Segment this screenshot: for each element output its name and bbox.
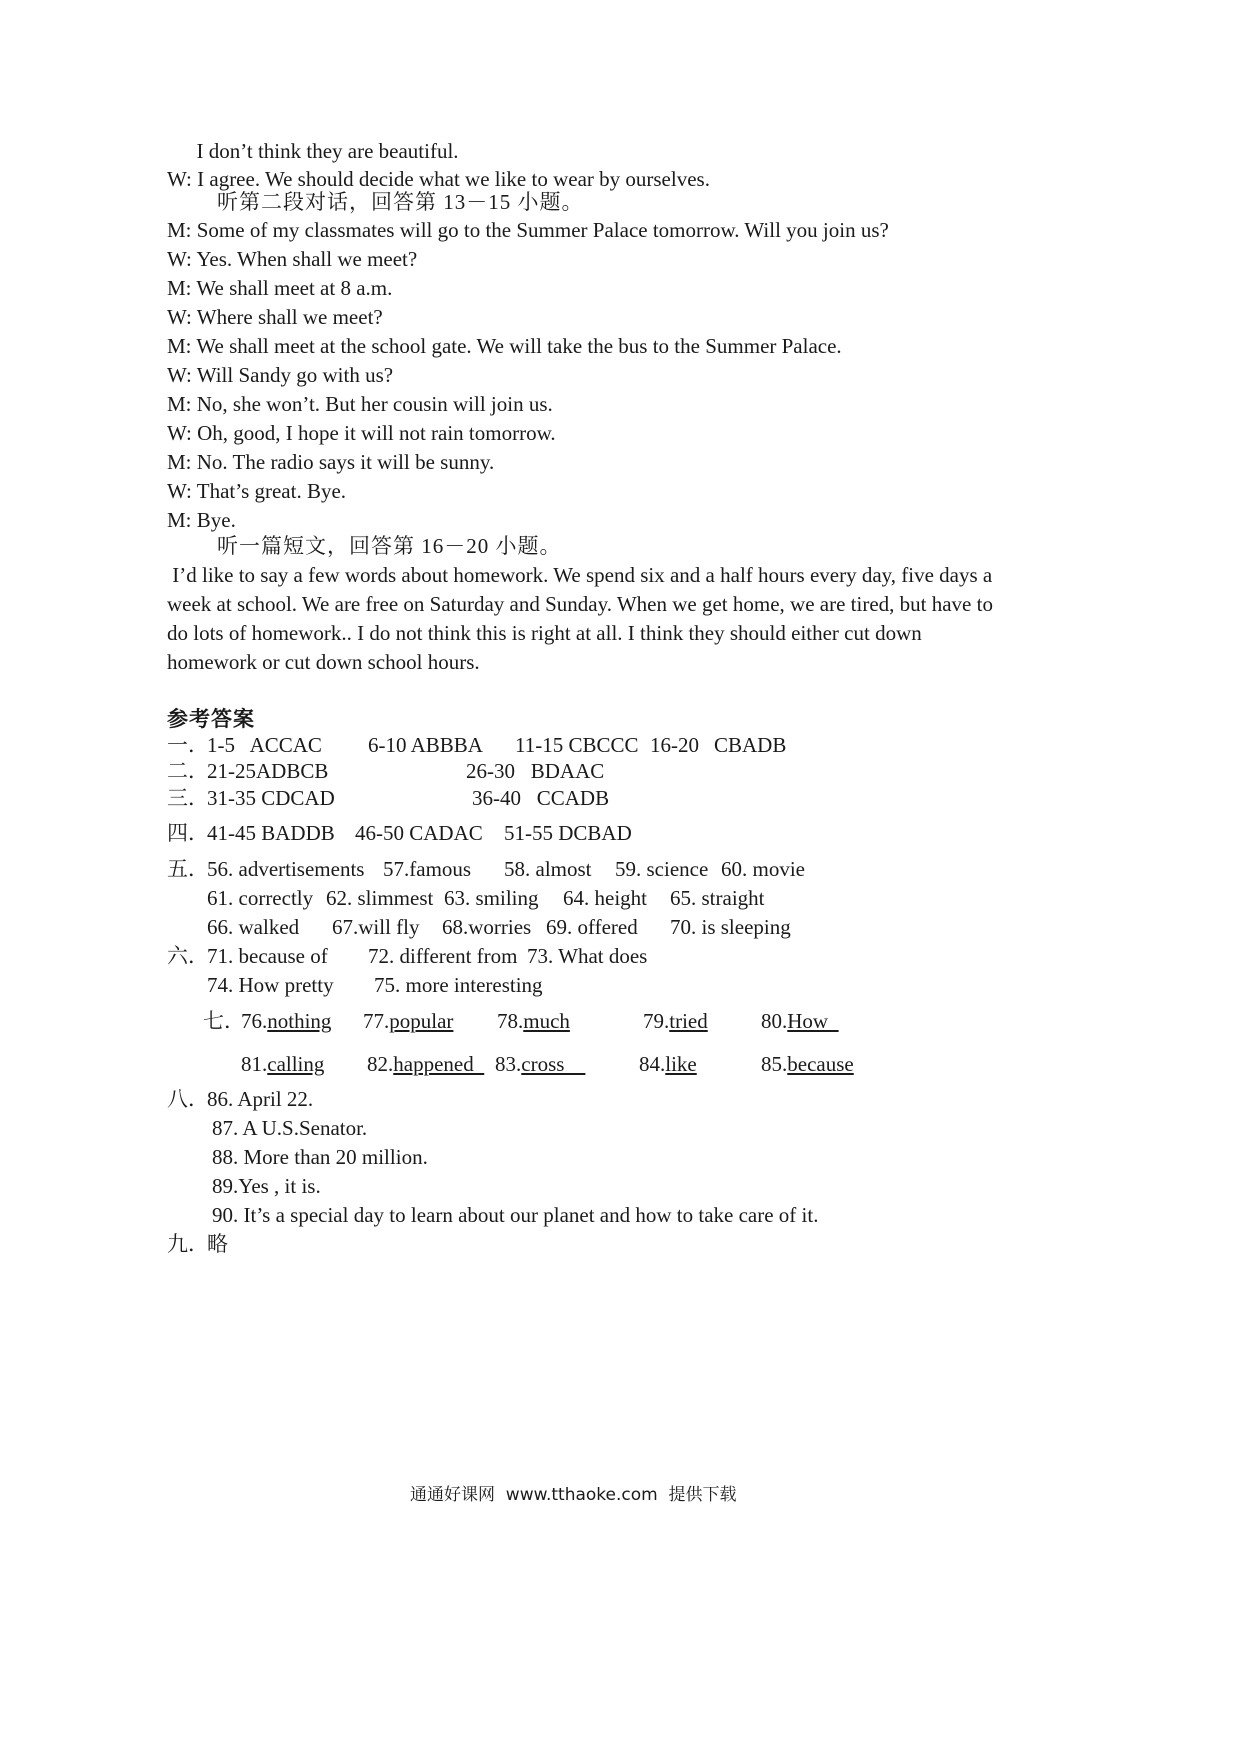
cloze-answer: 78.much <box>497 1009 570 1033</box>
answer-item: 60. movie <box>721 857 805 881</box>
answer-item: 89.Yes , it is. <box>212 1174 321 1198</box>
answer-item: 86. April 22. <box>207 1087 314 1111</box>
section-label: 八． <box>167 1087 209 1111</box>
answer-item: 21-25ADBCB <box>207 759 329 783</box>
answer-item: 74. How pretty <box>207 973 334 997</box>
section-label: 九． <box>167 1232 209 1256</box>
transcript-line: W: Yes. When shall we meet? <box>167 247 418 271</box>
cloze-answer: 81.calling <box>241 1052 325 1076</box>
answers-heading: 参考答案 <box>167 707 255 731</box>
answer-item: 41-45 BADDB <box>207 821 335 845</box>
transcript-line: W: Oh, good, I hope it will not rain tomorrow. <box>167 421 556 445</box>
answer-item: 87. A U.S.Senator. <box>212 1116 368 1140</box>
answer-item: 16-20 <box>650 733 699 757</box>
transcript-line: M: We shall meet at the school gate. We will take the bus to the Summer Palace. <box>167 334 842 358</box>
cloze-answer: 76.nothing <box>241 1009 332 1033</box>
answer-item: 26-30 BDAAC <box>466 759 605 783</box>
section-label: 五． <box>167 857 209 881</box>
transcript-line: W: That’s great. Bye. <box>167 479 347 503</box>
transcript-line: M: Some of my classmates will go to the Summer Palace tomorrow. Will you join us? <box>167 218 889 242</box>
answer-item: 58. almost <box>504 857 592 881</box>
cloze-answer: 83.cross <box>495 1052 586 1076</box>
answer-item: 68.worries <box>442 915 532 939</box>
transcript-line: M: Bye. <box>167 508 236 532</box>
answer-item: 11-15 CBCCC <box>515 733 639 757</box>
answer-item: 73. What does <box>527 944 648 968</box>
answer-item: 36-40 CCADB <box>472 786 610 810</box>
cloze-answer: 77.popular <box>363 1009 454 1033</box>
answer-item: 75. more interesting <box>374 973 543 997</box>
section-label: 四． <box>167 821 209 845</box>
answer-item: 57.famous <box>383 857 472 881</box>
transcript-line: W: I agree. We should decide what we like to wear by ourselves. <box>167 167 710 191</box>
answer-item: 71. because of <box>207 944 328 968</box>
cloze-answer: 85.because <box>761 1052 854 1076</box>
cloze-answer: 79.tried <box>643 1009 708 1033</box>
answer-item: 66. walked <box>207 915 300 939</box>
footer-text: 通通好课网 www.tthaoke.com 提供下载 <box>410 1485 737 1505</box>
answer-item: 51-55 DCBAD <box>504 821 632 845</box>
cloze-answer: 84.like <box>639 1052 697 1076</box>
answer-item: 63. smiling <box>444 886 539 910</box>
transcript-line: M: No. The radio says it will be sunny. <box>167 450 495 474</box>
answer-item: 59. science <box>615 857 709 881</box>
answer-item: 72. different from <box>368 944 518 968</box>
answer-item: 61. correctly <box>207 886 314 910</box>
passage-line: homework or cut down school hours. <box>167 650 480 674</box>
answer-item: CBADB <box>714 733 787 757</box>
answer-item: 62. slimmest <box>326 886 434 910</box>
answer-item: 6-10 ABBBA <box>368 733 483 757</box>
section-label: 二． <box>167 759 209 783</box>
answer-item: 88. More than 20 million. <box>212 1145 428 1169</box>
transcript-line: M: We shall meet at 8 a.m. <box>167 276 393 300</box>
answer-item: 56. advertisements <box>207 857 365 881</box>
section-label: 七． <box>203 1009 245 1033</box>
answer-item: 31-35 CDCAD <box>207 786 335 810</box>
answer-item: 64. height <box>563 886 647 910</box>
answer-item: 65. straight <box>670 886 765 910</box>
cloze-answer: 82.happened <box>367 1052 485 1076</box>
passage-line: I’d like to say a few words about homework. We spend six and a half hours every day, five days a <box>167 563 993 587</box>
transcript-line: I don’t think they are beautiful. <box>186 139 459 163</box>
answer-item: 46-50 CADAC <box>355 821 483 845</box>
transcript-line: W: Will Sandy go with us? <box>167 363 394 387</box>
passage-line: do lots of homework.. I do not think this is right at all. I think they should either cut down <box>167 621 922 645</box>
answer-item: 1-5 ACCAC <box>207 733 322 757</box>
section-label: 六． <box>167 944 209 968</box>
passage-line: week at school. We are free on Saturday and Sunday. When we get home, we are tired, but have to <box>167 592 993 616</box>
section-instruction: 听一篇短文，回答第 16－20 小题。 <box>167 534 562 558</box>
cloze-answer: 80.How <box>761 1009 839 1033</box>
answer-item: 69. offered <box>546 915 638 939</box>
section-instruction: 听第二段对话，回答第 13－15 小题。 <box>167 190 584 214</box>
answer-item: 70. is sleeping <box>670 915 791 939</box>
transcript-line: W: Where shall we meet? <box>167 305 383 329</box>
transcript-line: M: No, she won’t. But her cousin will join us. <box>167 392 553 416</box>
section-label: 一． <box>167 733 209 757</box>
answer-item: 略 <box>207 1232 228 1256</box>
section-label: 三． <box>167 786 209 810</box>
answer-item: 90. It’s a special day to learn about our planet and how to take care of it. <box>212 1203 819 1227</box>
answer-item: 67.will fly <box>332 915 420 939</box>
